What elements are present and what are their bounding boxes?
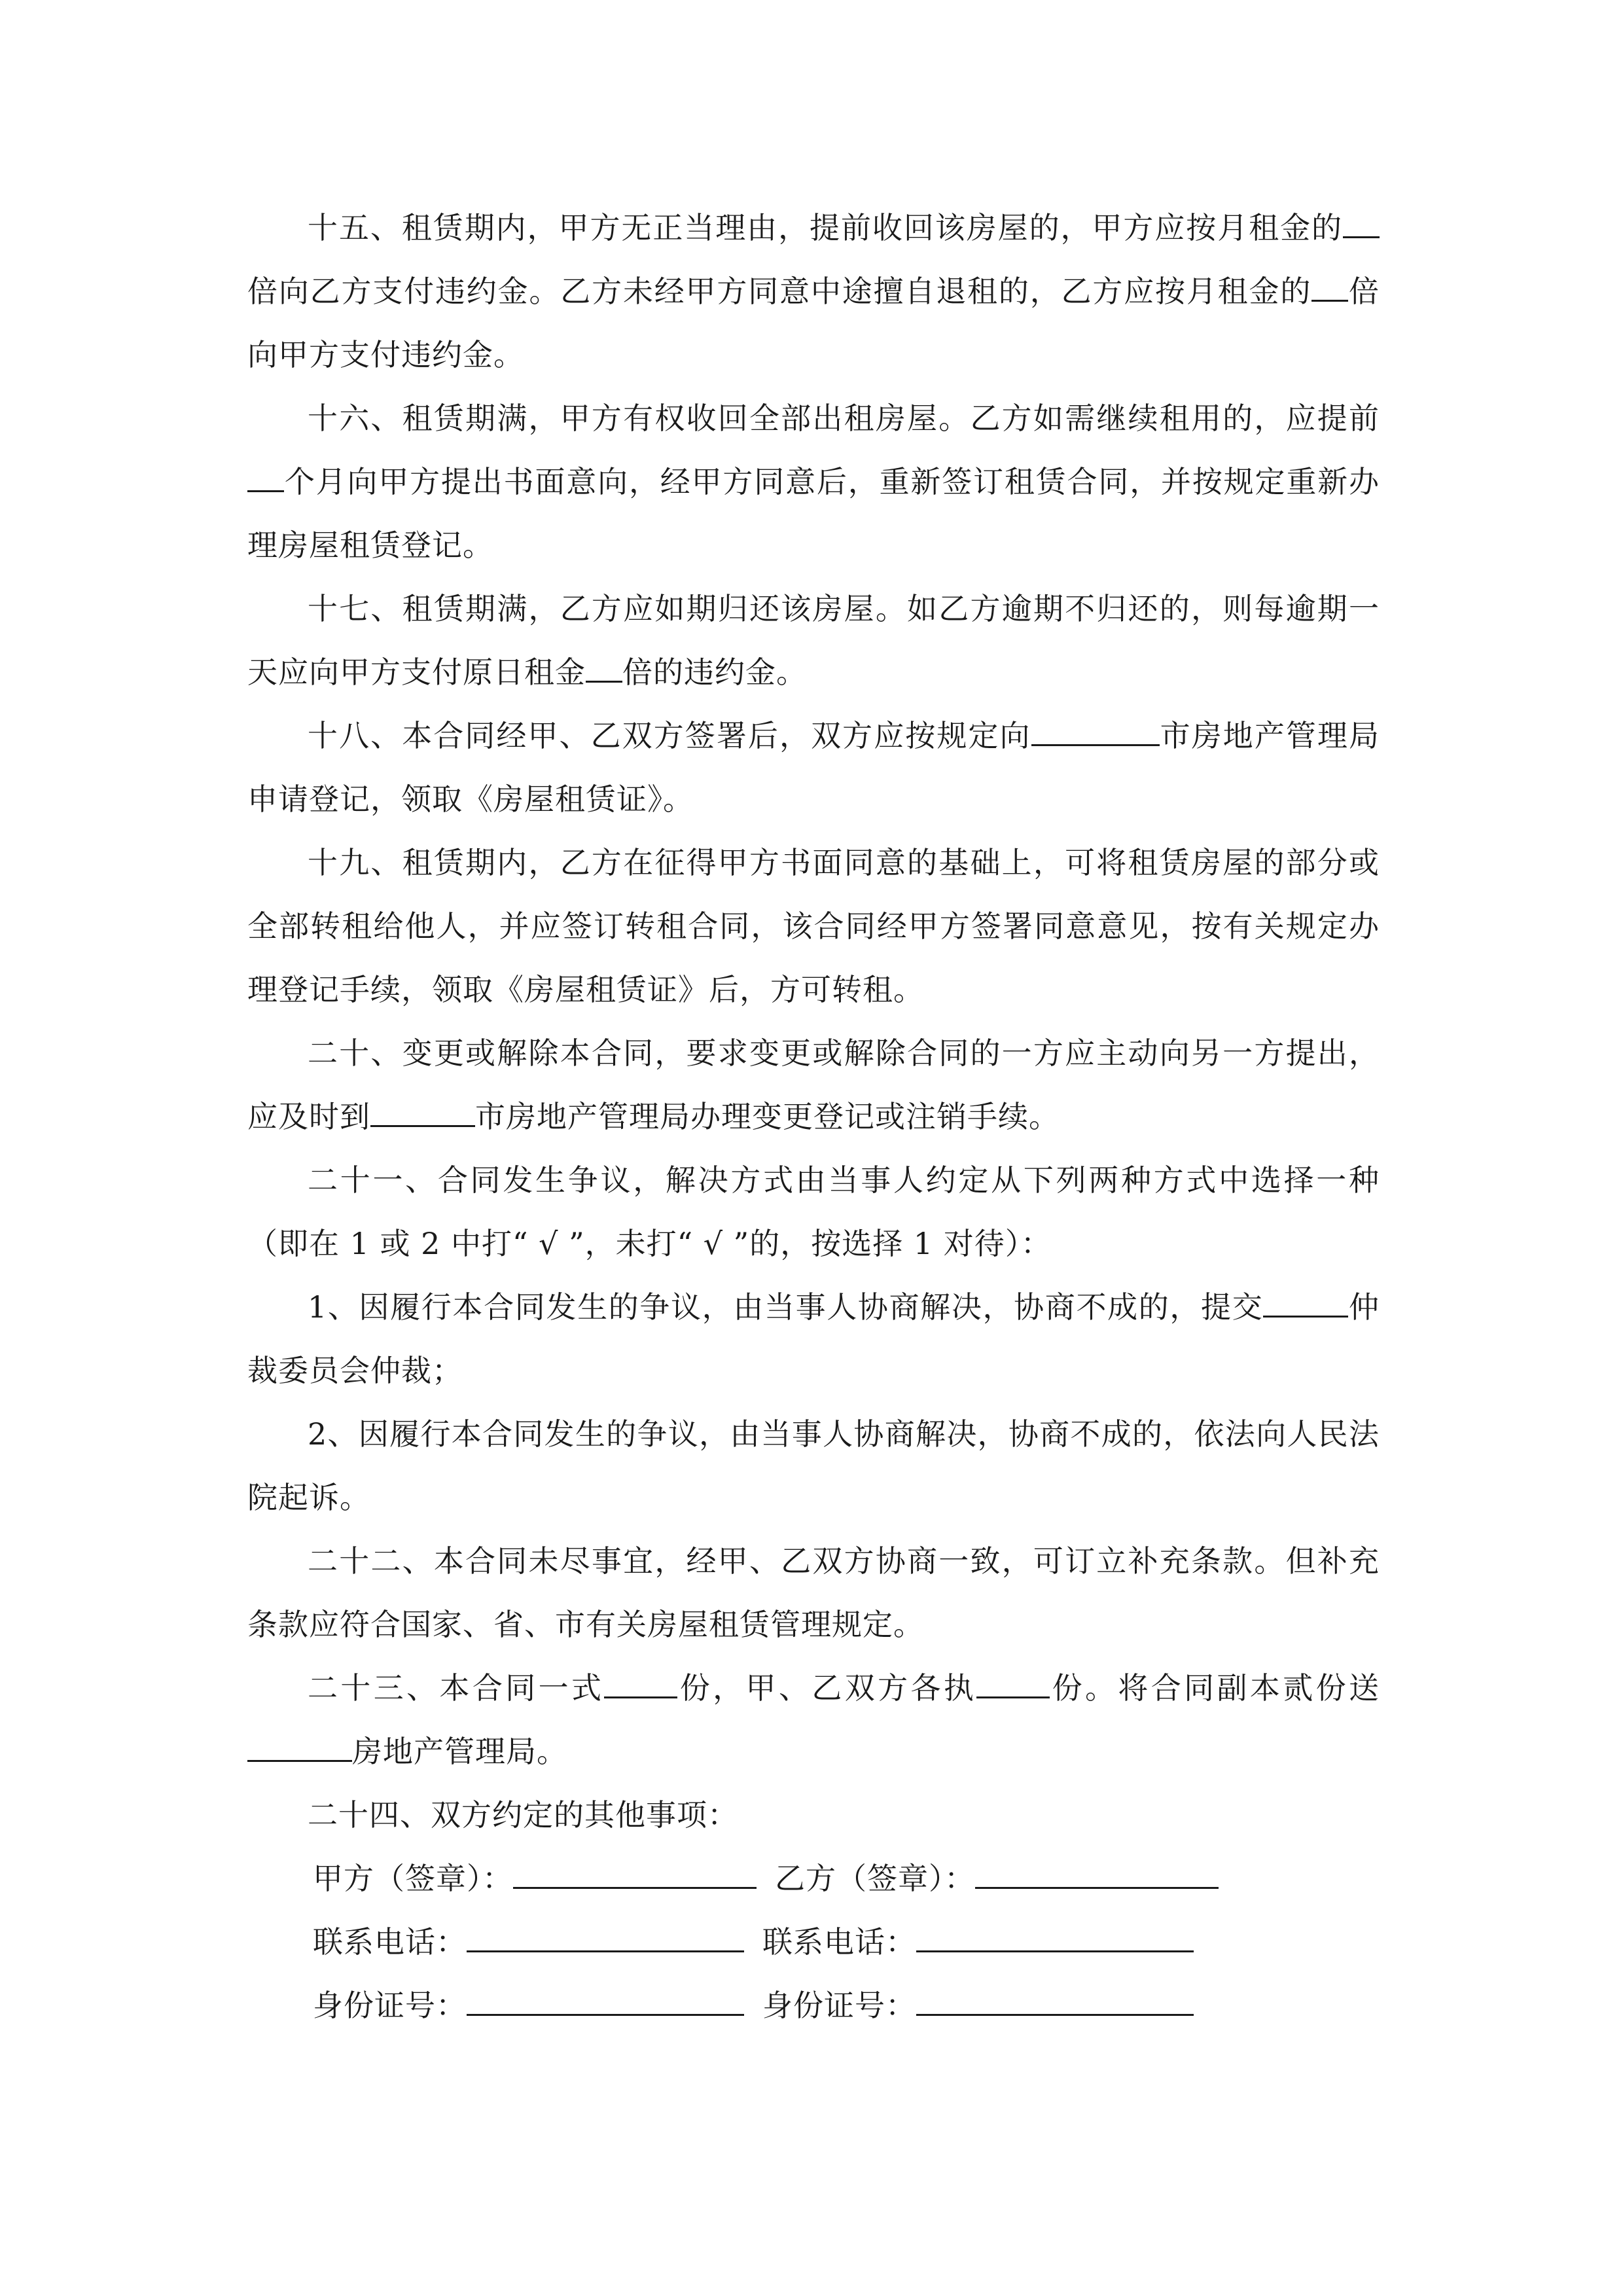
fill-blank[interactable] <box>247 464 284 492</box>
party-b-seal-field[interactable] <box>975 1861 1219 1889</box>
clause-24-text-a: 二十四、双方约定的其他事项： <box>308 1797 738 1833</box>
clause-17 <box>247 577 1380 704</box>
fill-blank[interactable] <box>370 1099 475 1127</box>
party-b-phone-label: 联系电话： <box>762 1924 916 1960</box>
clause-22 <box>247 1530 1380 1657</box>
clause-20 <box>247 1022 1380 1149</box>
clause-23 <box>247 1657 1380 1784</box>
party-b-phone-field[interactable] <box>916 1924 1194 1952</box>
fill-blank[interactable] <box>1311 274 1348 302</box>
party-a-seal-field[interactable] <box>513 1861 757 1889</box>
clause-23-text-c: 份。将合同副本贰份送 <box>1050 1670 1380 1706</box>
clause-19-text-a: 十九、租赁期内，乙方在征得甲方书面同意的基础上，可将租赁房屋的部分或全部转租给他人，并应签订转租合同，该合同经甲方签署同意意见，按有关规定办理登记手续，领取《房屋租赁证》后，方可转租。 <box>247 845 1380 1007</box>
fill-blank[interactable] <box>604 1670 677 1698</box>
contract-page <box>247 196 1380 2037</box>
clause-21-1-text-b: 仲裁委员会仲裁； <box>247 1289 1380 1388</box>
fill-blank[interactable] <box>976 1670 1050 1698</box>
clause-23-text-d: 房地产管理局。 <box>352 1734 567 1769</box>
clause-21-text-a: 二十一、合同发生争议，解决方式由当事人约定从下列两种方式中选择一种（即在 1 或 2 中打“ √ ”，未打“ √ ”的，按选择 1 对待）： <box>247 1162 1380 1261</box>
clause-19 <box>247 831 1380 1022</box>
signature-phone-row <box>247 1910 1380 1974</box>
fill-blank[interactable] <box>1031 718 1160 746</box>
clause-16-text-b: 个月向甲方提出书面意向，经甲方同意后，重新签订租赁合同，并按规定重新办理房屋租赁登记。 <box>247 464 1380 563</box>
clause-20-text-a: 二十、变更或解除本合同，要求变更或解除合同的一方应主动向另一方提出，应及时到 <box>247 1035 1380 1134</box>
clause-18-text-a: 十八、本合同经甲、乙双方签署后，双方应按规定向 <box>308 718 1031 753</box>
clause-21-option-1 <box>247 1276 1380 1403</box>
clause-15-text-c: 倍向甲方支付违约金。 <box>247 274 1380 372</box>
fill-blank[interactable] <box>1263 1289 1348 1318</box>
signature-id-row <box>247 1974 1380 2037</box>
clause-17-text-b: 倍的违约金。 <box>622 655 807 690</box>
clause-16 <box>247 387 1380 577</box>
clause-16-text-a: 十六、租赁期满，甲方有权收回全部出租房屋。乙方如需继续租用的，应提前 <box>308 401 1380 436</box>
clause-24 <box>247 1784 1380 1847</box>
party-a-phone-label: 联系电话： <box>313 1924 467 1960</box>
clause-15 <box>247 196 1380 387</box>
clause-18 <box>247 704 1380 831</box>
party-a-id-field[interactable] <box>467 1988 744 2016</box>
party-a-phone-field[interactable] <box>467 1924 744 1952</box>
clause-15-text-a: 十五、租赁期内，甲方无正当理由，提前收回该房屋的，甲方应按月租金的 <box>308 210 1343 245</box>
clause-21-2-text-a: 2、因履行本合同发生的争议，由当事人协商解决，协商不成的，依法向人民法院起诉。 <box>247 1416 1380 1515</box>
clause-15-text-b: 倍向乙方支付违约金。乙方未经甲方同意中途擅自退租的，乙方应按月租金的 <box>247 274 1312 309</box>
clause-21-option-2 <box>247 1403 1380 1530</box>
clause-21 <box>247 1149 1380 1276</box>
clause-20-text-b: 市房地产管理局办理变更登记或注销手续。 <box>475 1099 1060 1134</box>
clause-22-text-a: 二十二、本合同未尽事宜，经甲、乙双方协商一致，可订立补充条款。但补充条款应符合国家、省、市有关房屋租赁管理规定。 <box>247 1543 1380 1642</box>
signature-seal-row <box>247 1847 1380 1910</box>
party-b-id-label: 身份证号： <box>762 1988 916 2023</box>
fill-blank[interactable] <box>1343 210 1380 238</box>
clause-17-text-a: 十七、租赁期满，乙方应如期归还该房屋。如乙方逾期不归还的，则每逾期一天应向甲方支付原日租金 <box>247 591 1380 690</box>
fill-blank[interactable] <box>247 1734 352 1762</box>
party-b-id-field[interactable] <box>916 1988 1194 2016</box>
party-a-seal-label: 甲方（签章）： <box>313 1861 513 1896</box>
clause-18-text-b: 市房地产管理局申请登记，领取《房屋租赁证》。 <box>247 718 1380 817</box>
clause-21-1-text-a: 1、因履行本合同发生的争议，由当事人协商解决，协商不成的，提交 <box>308 1289 1264 1325</box>
clause-23-text-b: 份，甲、乙双方各执 <box>677 1670 977 1706</box>
party-a-id-label: 身份证号： <box>313 1988 467 2023</box>
party-b-seal-label: 乙方（签章）： <box>775 1861 975 1896</box>
clause-23-text-a: 二十三、本合同一式 <box>308 1670 605 1706</box>
fill-blank[interactable] <box>586 655 622 683</box>
